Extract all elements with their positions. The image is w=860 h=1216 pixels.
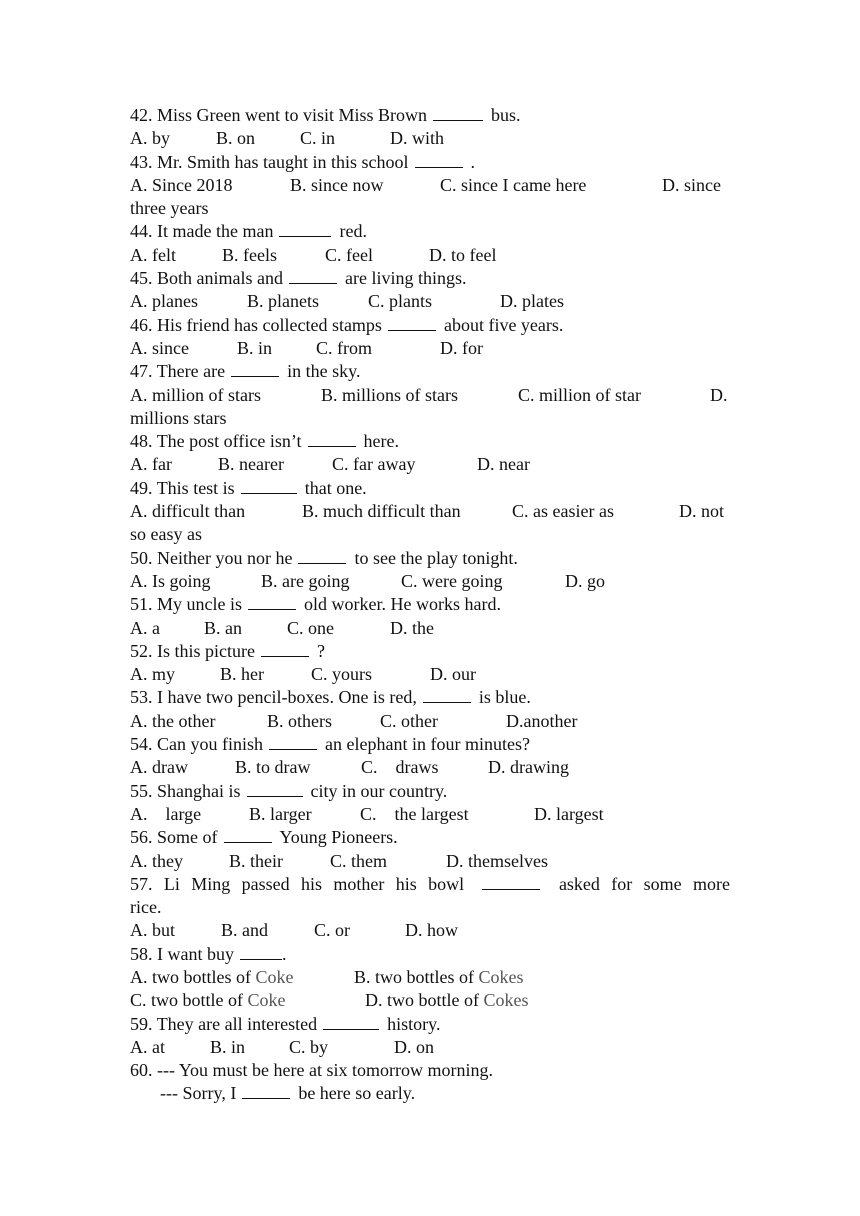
answer-blank [279,222,331,237]
question-49: 49. This test is that one. [130,477,367,498]
answer-blank [423,688,471,703]
options-44: A. felt B. feels C. feel D. to feel [130,244,497,265]
worksheet [130,104,730,1106]
answer-blank [240,945,282,960]
question-60: 60. --- You must be here at six tomorrow morning. [130,1060,493,1081]
question-57: 57. Li Ming passed his mother his bowl asked for some more [130,873,731,894]
answer-blank [261,642,309,657]
question-47: 47. There are in the sky. [130,361,361,382]
answer-blank [308,432,356,447]
question-42: 42. Miss Green went to visit Miss Brown bus. [130,105,521,125]
options-47-wrap: millions stars [130,407,227,428]
options-58-ab: A. two bottles of Coke B. two bottles of Cokes [130,966,524,987]
question-60-reply: --- Sorry, I be here so early. [160,1083,416,1104]
answer-blank [224,828,272,843]
question-48: 48. The post office isn’t here. [130,431,399,452]
question-57-wrap: rice. [130,897,162,918]
question-56: 56. Some of Young Pioneers. [130,827,398,848]
options-49-wrap: so easy as [130,524,202,545]
options-51: A. a B. an C. one D. the [130,617,434,638]
answer-blank [269,735,317,750]
answer-blank [289,269,337,284]
answer-blank [231,362,279,377]
question-55: 55. Shanghai is city in our country. [130,780,448,801]
options-42: A. by B. on C. in D. with [130,128,444,149]
answer-blank [248,595,296,610]
question-58: 58. I want buy . [130,943,287,964]
answer-blank [242,1084,290,1099]
question-44: 44. It made the man red. [130,221,367,242]
question-53: 53. I have two pencil-boxes. One is red, is blue. [130,687,531,708]
answer-blank [482,875,540,890]
options-57: A. but B. and C. or D. how [130,920,458,941]
options-43: A. Since 2018 B. since now C. since I came here D. since [130,174,721,195]
options-56: A. they B. their C. them D. themselves [130,850,548,871]
answer-blank [247,782,303,797]
options-46: A. since B. in C. from D. for [130,337,483,358]
answer-blank [298,549,346,564]
options-58-cd: C. two bottle of Coke D. two bottle of Cokes [130,990,529,1011]
question-46: 46. His friend has collected stamps about five years. [130,314,564,335]
options-45: A. planes B. planets C. plants D. plates [130,291,564,312]
question-51: 51. My uncle is old worker. He works hard. [130,594,501,615]
options-52: A. my B. her C. yours D. our [130,664,476,685]
options-43-wrap: three years [130,198,209,219]
options-53: A. the other B. others C. other D.another [130,710,578,731]
answer-blank [323,1015,379,1030]
options-49: A. difficult than B. much difficult than C. as easier as D. not [130,501,724,522]
options-50: A. Is going B. are going C. were going D. go [130,570,605,591]
question-50: 50. Neither you nor he to see the play tonight. [130,547,518,568]
question-59: 59. They are all interested history. [130,1013,441,1034]
answer-blank [433,106,483,121]
options-54: A. draw B. to draw C. draws D. drawing [130,757,569,778]
answer-blank [241,479,297,494]
options-59: A. at B. in C. by D. on [130,1036,434,1057]
options-47: A. million of stars B. millions of stars C. million of star D. [130,384,728,405]
question-45: 45. Both animals and are living things. [130,268,467,289]
options-48: A. far B. nearer C. far away D. near [130,454,530,475]
options-55: A. large B. larger C. the largest D. largest [130,803,604,824]
question-54: 54. Can you finish an elephant in four minutes? [130,734,530,755]
question-43: 43. Mr. Smith has taught in this school . [130,151,476,172]
question-52: 52. Is this picture ? [130,640,325,661]
answer-blank [388,316,436,331]
answer-blank [415,153,463,168]
